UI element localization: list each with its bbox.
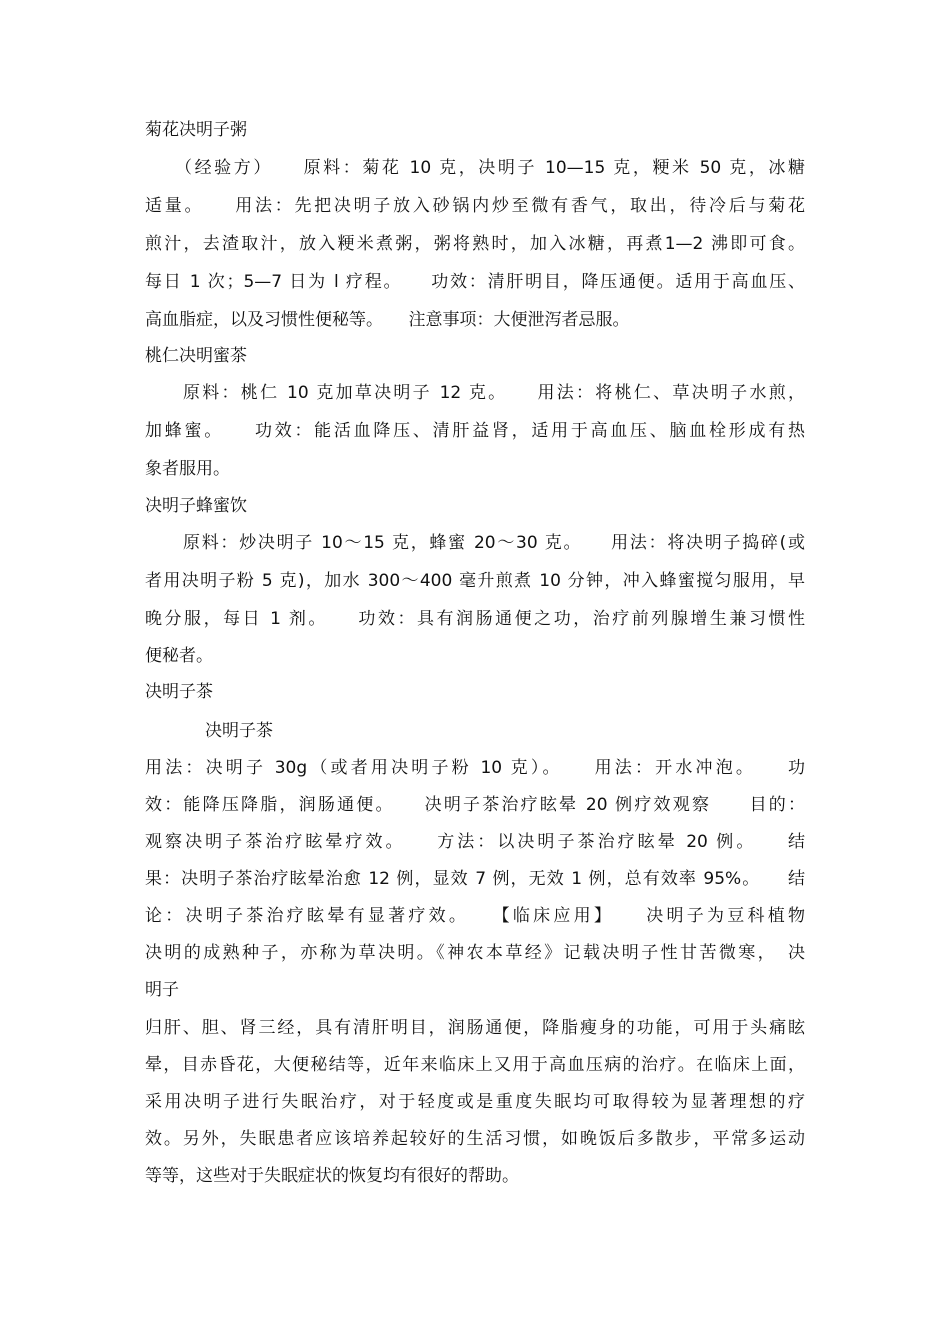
paragraph-line: 效。另外，失眠患者应该培养起较好的生活习惯，如晚饭后多散步，平常多运动 [145,1129,805,1149]
paragraph-line: 象者服用。 [145,459,230,479]
paragraph-line: （经验方） 原料：菊花 10 克，决明子 10—15 克，粳米 50 克，冰糖 [175,158,805,178]
paragraph-line: 用法：决明子 30g（或者用决明子粉 10 克）。 用法：开水冲泡。 功 [145,758,805,778]
paragraph-line: 决明的成熟种子，亦称为草决明。《神农本草经》记载决明子性甘苦微寒， 决 [145,943,805,963]
paragraph-line: 便秘者。 [145,646,213,666]
paragraph-line: 采用决明子进行失眠治疗，对于轻度或是重度失眠均可取得较为显著理想的疗 [145,1092,805,1112]
section-title: 菊花决明子粥 [145,120,247,140]
paragraph-line: 晚分服，每日 1 剂。 功效：具有润肠通便之功，治疗前列腺增生兼习惯性 [145,609,805,629]
paragraph-line: 高血脂症，以及习惯性便秘等。 注意事项：大便泄泻者忌服。 [145,310,630,330]
paragraph-line: 原料：炒决明子 10～15 克，蜂蜜 20～30 克。 用法：将决明子捣碎(或 [183,533,805,553]
paragraph-line: 每日 1 次；5—7 日为 l 疗程。 功效：清肝明目，降压通便。适用于高血压、 [145,272,805,292]
paragraph-line: 效：能降压降脂，润肠通便。 决明子茶治疗眩晕 20 例疗效观察 目的： [145,795,805,815]
section-title: 决明子蜂蜜饮 [145,496,247,516]
paragraph-line: 归肝、胆、肾三经，具有清肝明目，润肠通便，降脂瘦身的功能，可用于头痛眩 [145,1018,805,1038]
paragraph-line: 观察决明子茶治疗眩晕疗效。 方法：以决明子茶治疗眩晕 20 例。 结 [145,832,805,852]
paragraph-line: 明子 [145,980,179,1000]
paragraph-line: 晕，目赤昏花，大便秘结等，近年来临床上又用于高血压病的治疗。在临床上面， [145,1055,805,1075]
paragraph-line: 煎汁，去渣取汁，放入粳米煮粥，粥将熟时，加入冰糖，再煮1—2 沸即可食。 [145,234,805,254]
paragraph-line: 原料：桃仁 10 克加草决明子 12 克。 用法：将桃仁、草决明子水煎， [183,383,805,403]
section-title: 决明子茶 [145,682,213,702]
paragraph-line: 等等，这些对于失眠症状的恢复均有很好的帮助。 [145,1166,519,1186]
section-title: 桃仁决明蜜茶 [145,346,247,366]
paragraph-line: 果：决明子茶治疗眩晕治愈 12 例，显效 7 例，无效 1 例，总有效率 95%。 结 [145,869,805,889]
paragraph-line: 适量。 用法：先把决明子放入砂锅内炒至微有香气，取出，待冷后与菊花 [145,196,805,216]
paragraph-line: 者用决明子粉 5 克)，加水 300～400 毫升煎煮 10 分钟，冲入蜂蜜搅匀服用，早 [145,571,805,591]
section-subtitle: 决明子茶 [205,721,273,741]
paragraph-line: 加蜂蜜。 功效：能活血降压、清肝益肾，适用于高血压、脑血栓形成有热 [145,421,805,441]
paragraph-line: 论：决明子茶治疗眩晕有显著疗效。 【临床应用】 决明子为豆科植物 [145,906,805,926]
